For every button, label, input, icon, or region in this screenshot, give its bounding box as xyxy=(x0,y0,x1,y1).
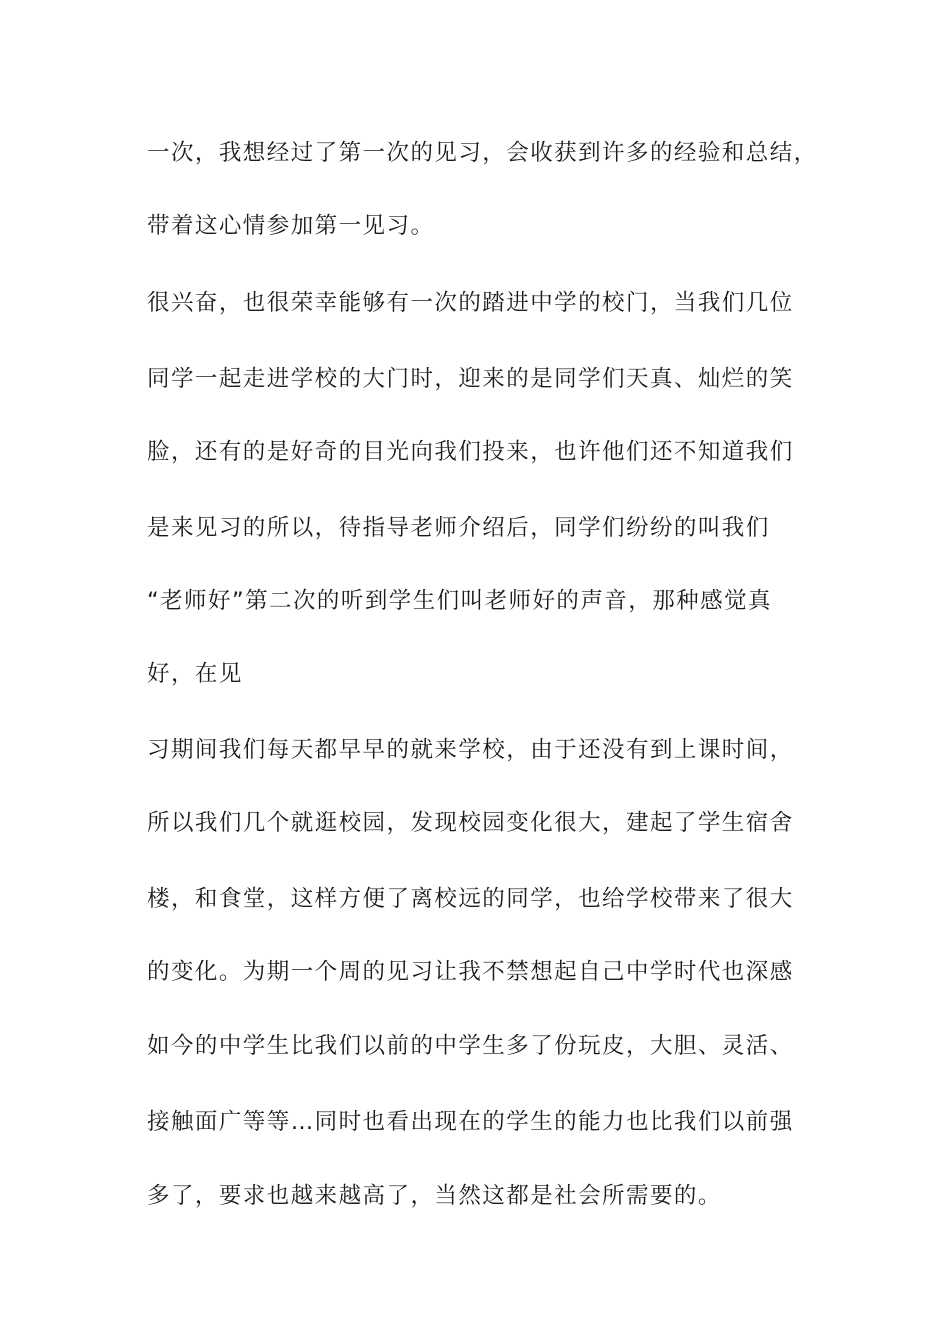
text-line-15: 多了，要求也越来越高了，当然这都是社会所需要的。 xyxy=(147,1183,722,1209)
text-line-4: 同学一起走进学校的大门时，迎来的是同学们天真、灿烂的笑 xyxy=(147,366,794,392)
text-line-7: “老师好”第二次的听到学生们叫老师好的声音，那种感觉真 xyxy=(147,588,772,614)
text-line-14: 接触面广等等…同时也看出现在的学生的能力也比我们以前强 xyxy=(147,1109,794,1135)
text-line-6: 是来见习的所以，待指导老师介绍后，同学们纷纷的叫我们 xyxy=(147,515,770,541)
text-line-2: 带着这心情参加第一见习。 xyxy=(147,213,435,239)
text-line-8: 好，在见 xyxy=(147,661,243,687)
text-line-5: 脸，还有的是好奇的目光向我们投来，也许他们还不知道我们 xyxy=(147,439,794,465)
text-line-9: 习期间我们每天都早早的就来学校，由于还没有到上课时间， xyxy=(147,737,794,763)
text-line-13: 如今的中学生比我们以前的中学生多了份玩皮，大胆、灵活、 xyxy=(147,1033,794,1059)
text-line-10: 所以我们几个就逛校园，发现校园变化很大，建起了学生宿舍 xyxy=(147,810,794,836)
text-line-11: 楼，和食堂，这样方便了离校远的同学，也给学校带来了很大 xyxy=(147,886,794,912)
text-line-1: 一次，我想经过了第一次的见习，会收获到许多的经验和总结， xyxy=(147,140,818,166)
text-line-3: 很兴奋，也很荣幸能够有一次的踏进中学的校门，当我们几位 xyxy=(147,290,794,316)
text-line-12: 的变化。为期一个周的见习让我不禁想起自己中学时代也深感 xyxy=(147,959,794,985)
